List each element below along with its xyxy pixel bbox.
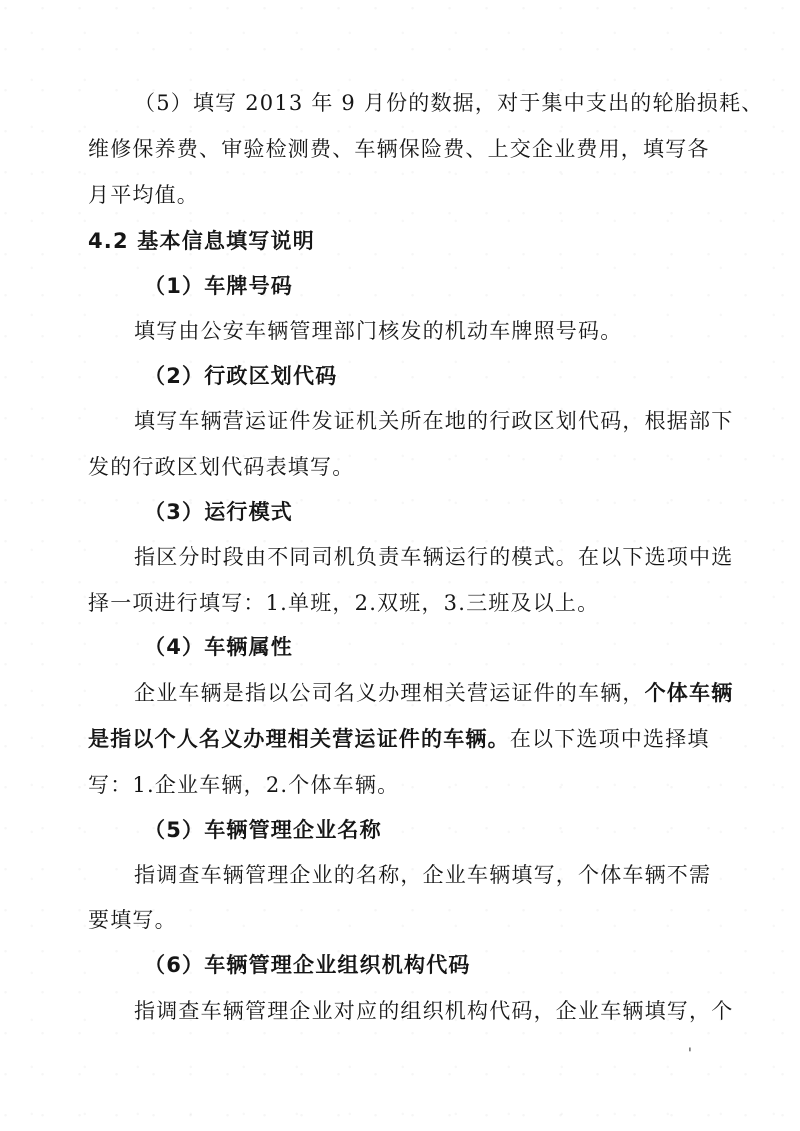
- paragraph-line: 发的行政区划代码表填写。: [88, 455, 355, 479]
- paragraph-line: 指调查车辆管理企业对应的组织机构代码，企业车辆填写，个: [134, 999, 734, 1023]
- subsection-heading: （2）行政区划代码: [144, 364, 338, 388]
- subsection-heading: （4）车辆属性: [144, 635, 294, 659]
- paragraph-line: 择一项进行填写：1.单班，2.双班，3.三班及以上。: [88, 591, 600, 615]
- section-heading: 4.2 基本信息填写说明: [88, 229, 315, 253]
- text-span: 企业车辆是指以公司名义办理相关营运证件的车辆，: [134, 681, 645, 705]
- paragraph-line: 写：1.企业车辆，2.个体车辆。: [88, 773, 400, 797]
- paragraph-line: 指区分时段由不同司机负责车辆运行的模式。在以下选项中选: [134, 545, 734, 569]
- subsection-heading: （5）车辆管理企业名称: [144, 818, 382, 842]
- paragraph-line: 维修保养费、审验检测费、车辆保险费、上交企业费用，填写各: [88, 137, 710, 161]
- subsection-heading: （6）车辆管理企业组织机构代码: [144, 953, 471, 977]
- corner-mark: ': [688, 1046, 692, 1062]
- paragraph-line: [134, 678, 734, 708]
- paragraph-line: 要填写。: [88, 908, 177, 932]
- paragraph-line: （5）填写 2013 年 9 月份的数据，对于集中支出的轮胎损耗、: [134, 91, 764, 115]
- subsection-heading: （3）运行模式: [144, 500, 294, 524]
- bold-text-span: 个体车辆: [644, 681, 734, 705]
- paragraph-line: 填写由公安车辆管理部门核发的机动车牌照号码。: [134, 319, 623, 343]
- bold-text-span: 是指以个人名义办理相关营运证件的车辆。: [88, 727, 510, 751]
- paragraph-line: 填写车辆营运证件发证机关所在地的行政区划代码，根据部下: [134, 409, 734, 433]
- subsection-heading: （1）车牌号码: [144, 274, 294, 298]
- paragraph-line: 指调查车辆管理企业的名称，企业车辆填写，个体车辆不需: [134, 863, 712, 887]
- paragraph-line: [88, 724, 708, 754]
- paragraph-line: 月平均值。: [88, 183, 199, 207]
- text-span: 在以下选项中选择填: [509, 727, 710, 751]
